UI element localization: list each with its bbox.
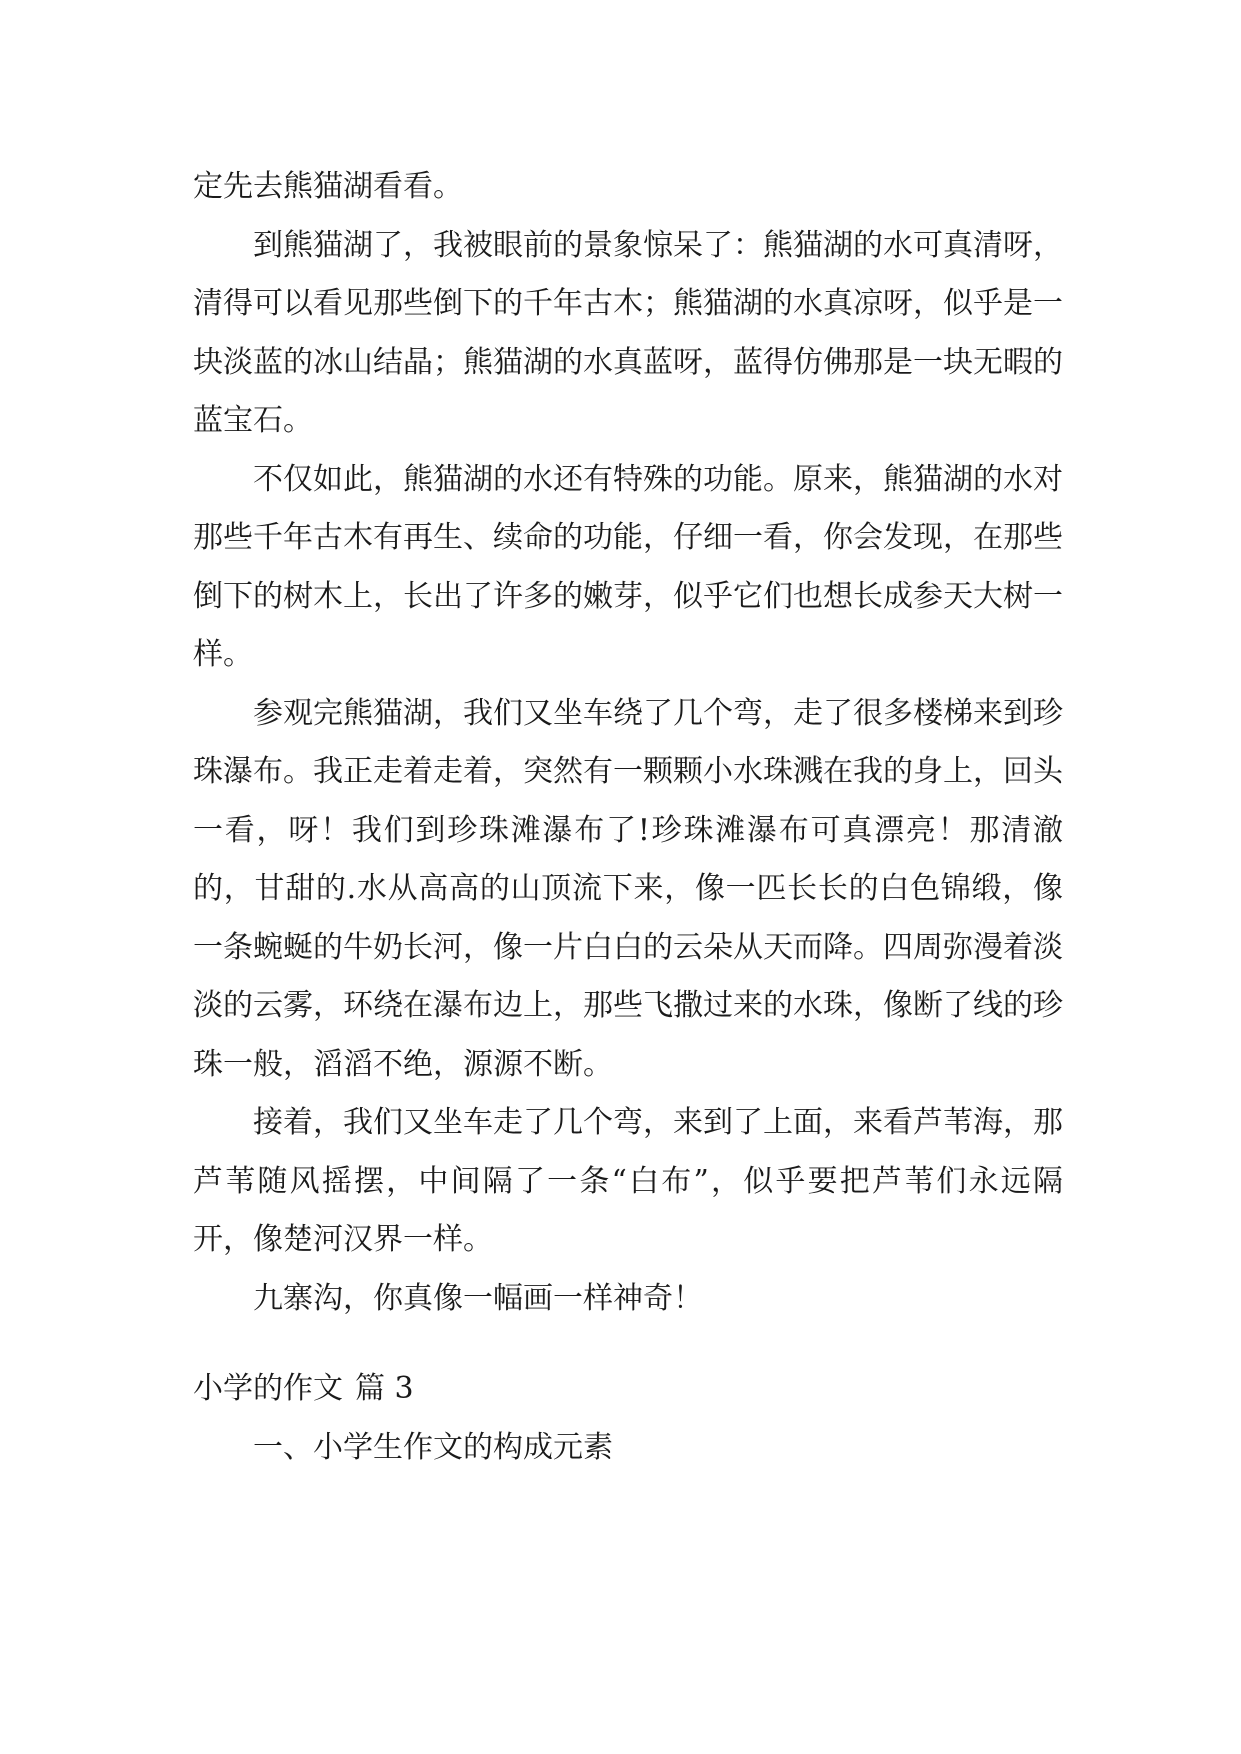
paragraph-lake-function: 不仅如此，熊猫湖的水还有特殊的功能。原来，熊猫湖的水对那些千年古木有再生、续命的功能，仔细一看，你会发现，在那些倒下的树木上，长出了许多的嫩芽，似乎它们也想长成参天大树一样。 (193, 461, 1063, 672)
section-spacer (193, 1328, 1063, 1360)
document-body (193, 158, 1063, 1477)
paragraph-conclusion: 九寨沟，你真像一幅画一样神奇！ (253, 1280, 703, 1316)
paragraph-continuation: 定先去熊猫湖看看。 (193, 169, 463, 204)
section-heading (193, 1360, 1063, 1419)
paragraph-reed-sea: 接着，我们又坐车走了几个弯，来到了上面，来看芦苇海，那芦苇随风摇摆，中间隔了一条“白布”，似乎要把芦苇们永远隔开，像楚河汉界一样。 (193, 1105, 1063, 1257)
paragraph-pearl-waterfall: 参观完熊猫湖，我们又坐车绕了几个弯，走了很多楼梯来到珍珠瀑布。我正走着走着，突然有一颗颗小水珠溅在我的身上，回头一看，呀！我们到珍珠滩瀑布了!珍珠滩瀑布可真漂亮！那清澈的，甘甜的.水从高高的山顶流下来，像一匹长长的白色锦缎，像一条蜿蜒的牛奶长河，像一片白白的云朵从天而降。四周弥漫着淡淡的云雾，环绕在瀑布边上，那些飞撒过来的水珠，像断了线的珍珠一般，滔滔不绝，源源不断。 (193, 695, 1063, 1082)
paragraph-section-intro: 一、小学生作文的构成元素 (253, 1429, 613, 1465)
section-number: 篇 3 (355, 1371, 414, 1406)
paragraph-panda-lake: 到熊猫湖了，我被眼前的景象惊呆了：熊猫湖的水可真清呀，清得可以看见那些倒下的千年古木；熊猫湖的水真凉呀，似乎是一块淡蓝的冰山结晶；熊猫湖的水真蓝呀，蓝得仿佛那是一块无暇的蓝宝石。 (193, 227, 1063, 438)
section-title: 小学的作文 (193, 1371, 343, 1406)
